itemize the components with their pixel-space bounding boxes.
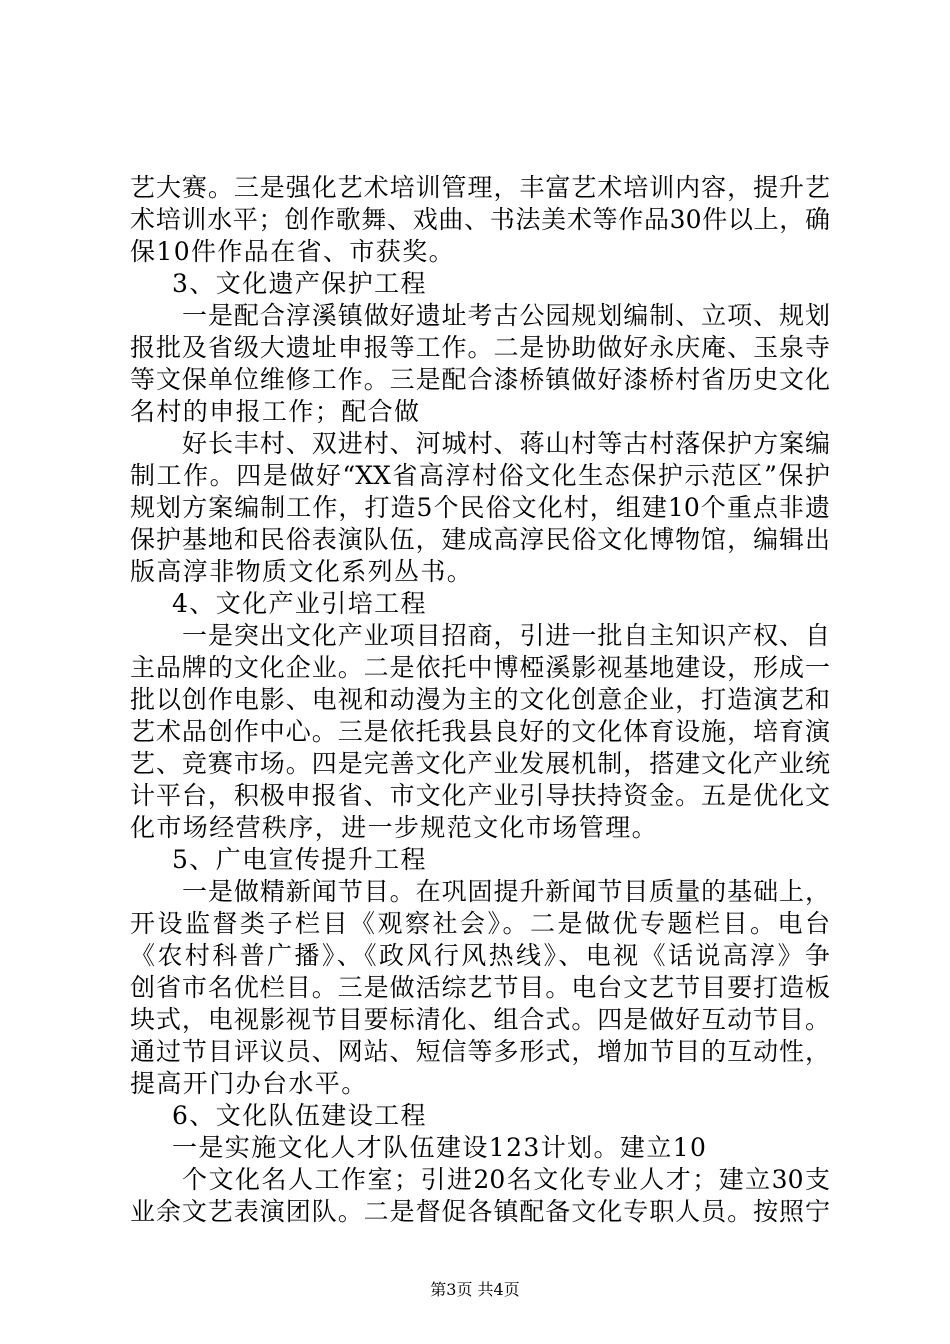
- paragraph-line: 保护基地和民俗表演队伍，建成高淳民俗文化博物馆，编辑出: [130, 525, 830, 554]
- paragraph-line: 块式，电视影视节目要标清化、组合式。四是做好互动节目。: [130, 1005, 830, 1034]
- paragraph-line: 计平台，积极申报省、市文化产业引导扶持资金。五是优化文: [130, 781, 830, 810]
- paragraph-line: 好长丰村、双进村、河城村、蒋山村等古村落保护方案编: [182, 429, 830, 458]
- page-number-footer: 第3页 共4页: [430, 1280, 520, 1299]
- paragraph-line: 《农村科普广播》、《政风行风热线》、电视《话说高淳》争: [130, 941, 830, 970]
- paragraph-line: 保10件作品在省、市获奖。: [130, 237, 456, 266]
- paragraph-line: 制工作。四是做好“XX省高淳村俗文化生态保护示范区”保护: [130, 461, 830, 490]
- section-heading: 3、文化遗产保护工程: [172, 269, 427, 298]
- paragraph-line: 个文化名人工作室；引进20名文化专业人才；建立30支: [182, 1165, 830, 1194]
- paragraph-line: 一是实施文化人才队伍建设123计划。建立10: [172, 1133, 708, 1162]
- paragraph-line: 一是配合淳溪镇做好遗址考古公园规划编制、立项、规划: [182, 301, 830, 330]
- paragraph-line: 等文保单位维修工作。三是配合漆桥镇做好漆桥村省历史文化: [130, 365, 830, 394]
- paragraph-line: 主品牌的文化企业。二是依托中博椏溪影视基地建设，形成一: [130, 653, 830, 682]
- document-body: [130, 172, 830, 1228]
- paragraph-line: 版高淳非物质文化系列丛书。: [130, 557, 474, 586]
- section-heading: 5、广电宣传提升工程: [172, 845, 427, 874]
- paragraph-line: 名村的申报工作；配合做: [130, 397, 421, 426]
- paragraph-line: 化市场经营秩序，进一步规范文化市场管理。: [130, 813, 659, 842]
- paragraph-line: 术培训水平；创作歌舞、戏曲、书法美术等作品30件以上，确: [130, 205, 830, 234]
- section-heading: 4、文化产业引培工程: [172, 589, 427, 618]
- paragraph-line: 艺、竞赛市场。四是完善文化产业发展机制，搭建文化产业统: [130, 749, 830, 778]
- section-heading: 6、文化队伍建设工程: [172, 1101, 427, 1130]
- paragraph-line: 艺术品创作中心。三是依托我县良好的文化体育设施，培育演: [130, 717, 830, 746]
- paragraph-line: 报批及省级大遗址申报等工作。二是协助做好永庆庵、玉泉寺: [130, 333, 830, 362]
- paragraph-line: 提高开门办台水平。: [130, 1069, 368, 1098]
- paragraph-line: 通过节目评议员、网站、短信等多形式，增加节目的互动性，: [130, 1037, 830, 1066]
- paragraph-line: 一是突出文化产业项目招商，引进一批自主知识产权、自: [182, 621, 830, 650]
- paragraph-line: 艺大赛。三是强化艺术培训管理，丰富艺术培训内容，提升艺: [130, 173, 830, 202]
- paragraph-line: 一是做精新闻节目。在巩固提升新闻节目质量的基础上，: [182, 877, 830, 906]
- paragraph-line: 批以创作电影、电视和动漫为主的文化创意企业，打造演艺和: [130, 685, 830, 714]
- paragraph-line: 创省市名优栏目。三是做活综艺节目。电台文艺节目要打造板: [130, 973, 830, 1002]
- paragraph-line: 业余文艺表演团队。二是督促各镇配备文化专职人员。按照宁: [130, 1197, 830, 1226]
- paragraph-line: 开设监督类子栏目《观察社会》。二是做优专题栏目。电台: [130, 909, 830, 938]
- paragraph-line: 规划方案编制工作，打造5个民俗文化村，组建10个重点非遗: [130, 493, 830, 522]
